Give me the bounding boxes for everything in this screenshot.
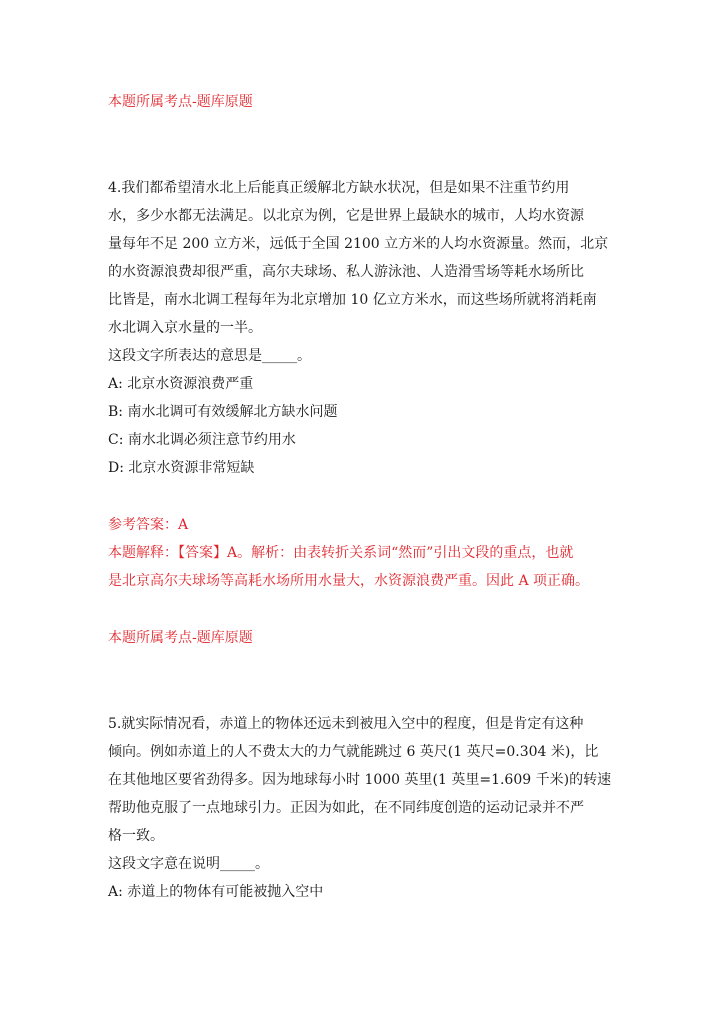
q4-explanation-line: 是北京高尔夫球场等高耗水场所用水量大，水资源浪费严重。因此 A 项正确。	[108, 573, 590, 589]
q4-stem-line: 比皆是，南水北调工程每年为北京增加 10 亿立方米水，而这些场所就将消耗南	[108, 292, 597, 308]
q4-answer: 参考答案：A	[108, 517, 189, 533]
q4-explanation-line: 本题解释：【答案】A。解析：由表转折关系词“然而”引出文段的重点，也就	[108, 545, 574, 561]
q4-option-c: C: 南水北调必须注意节约用水	[108, 432, 296, 448]
q4-stem-line: 量每年不足 200 立方米，远低于全国 2100 立方米的人均水资源量。然而，北京	[108, 236, 609, 252]
q4-stem-line: 的水资源浪费却很严重，高尔夫球场、私人游泳池、人造滑雪场等耗水场所比	[108, 264, 584, 280]
q5-stem-line: 在其他地区要省劲得多。因为地球每小时 1000 英里(1 英里=1.609 千米)的转速	[108, 772, 612, 788]
q5-option-a: A: 赤道上的物体有可能被抛入空中	[108, 884, 324, 900]
q5-prompt: 这段文字意在说明_____。	[108, 856, 269, 872]
q4-option-b: B: 南水北调可有效缓解北方缺水问题	[108, 404, 338, 420]
q4-prompt: 这段文字所表达的意思是_____。	[108, 348, 311, 364]
q4-source-tag: 本题所属考点-题库原题	[108, 630, 253, 646]
q5-stem-line: 帮助他克服了一点地球引力。正因为如此，在不同纬度创造的运动记录并不严	[108, 800, 584, 816]
q4-option-d: D: 北京水资源非常短缺	[108, 460, 255, 476]
q4-stem-line: 水北调入京水量的一半。	[108, 320, 262, 336]
q3-source-tag: 本题所属考点-题库原题	[108, 94, 253, 110]
q5-stem-line: 5.就实际情况看，赤道上的物体还远未到被甩入空中的程度，但是肯定有这种	[108, 716, 584, 732]
q4-stem-line: 4.我们都希望清水北上后能真正缓解北方缺水状况，但是如果不注重节约用	[108, 180, 570, 196]
q4-stem-line: 水，多少水都无法满足。以北京为例，它是世界上最缺水的城市，人均水资源	[108, 208, 584, 224]
q5-stem-line: 格一致。	[108, 828, 164, 844]
q5-stem-line: 倾向。例如赤道上的人不费太大的力气就能跳过 6 英尺(1 英尺=0.304 米)，比	[108, 744, 599, 760]
q4-option-a: A: 北京水资源浪费严重	[108, 376, 254, 392]
